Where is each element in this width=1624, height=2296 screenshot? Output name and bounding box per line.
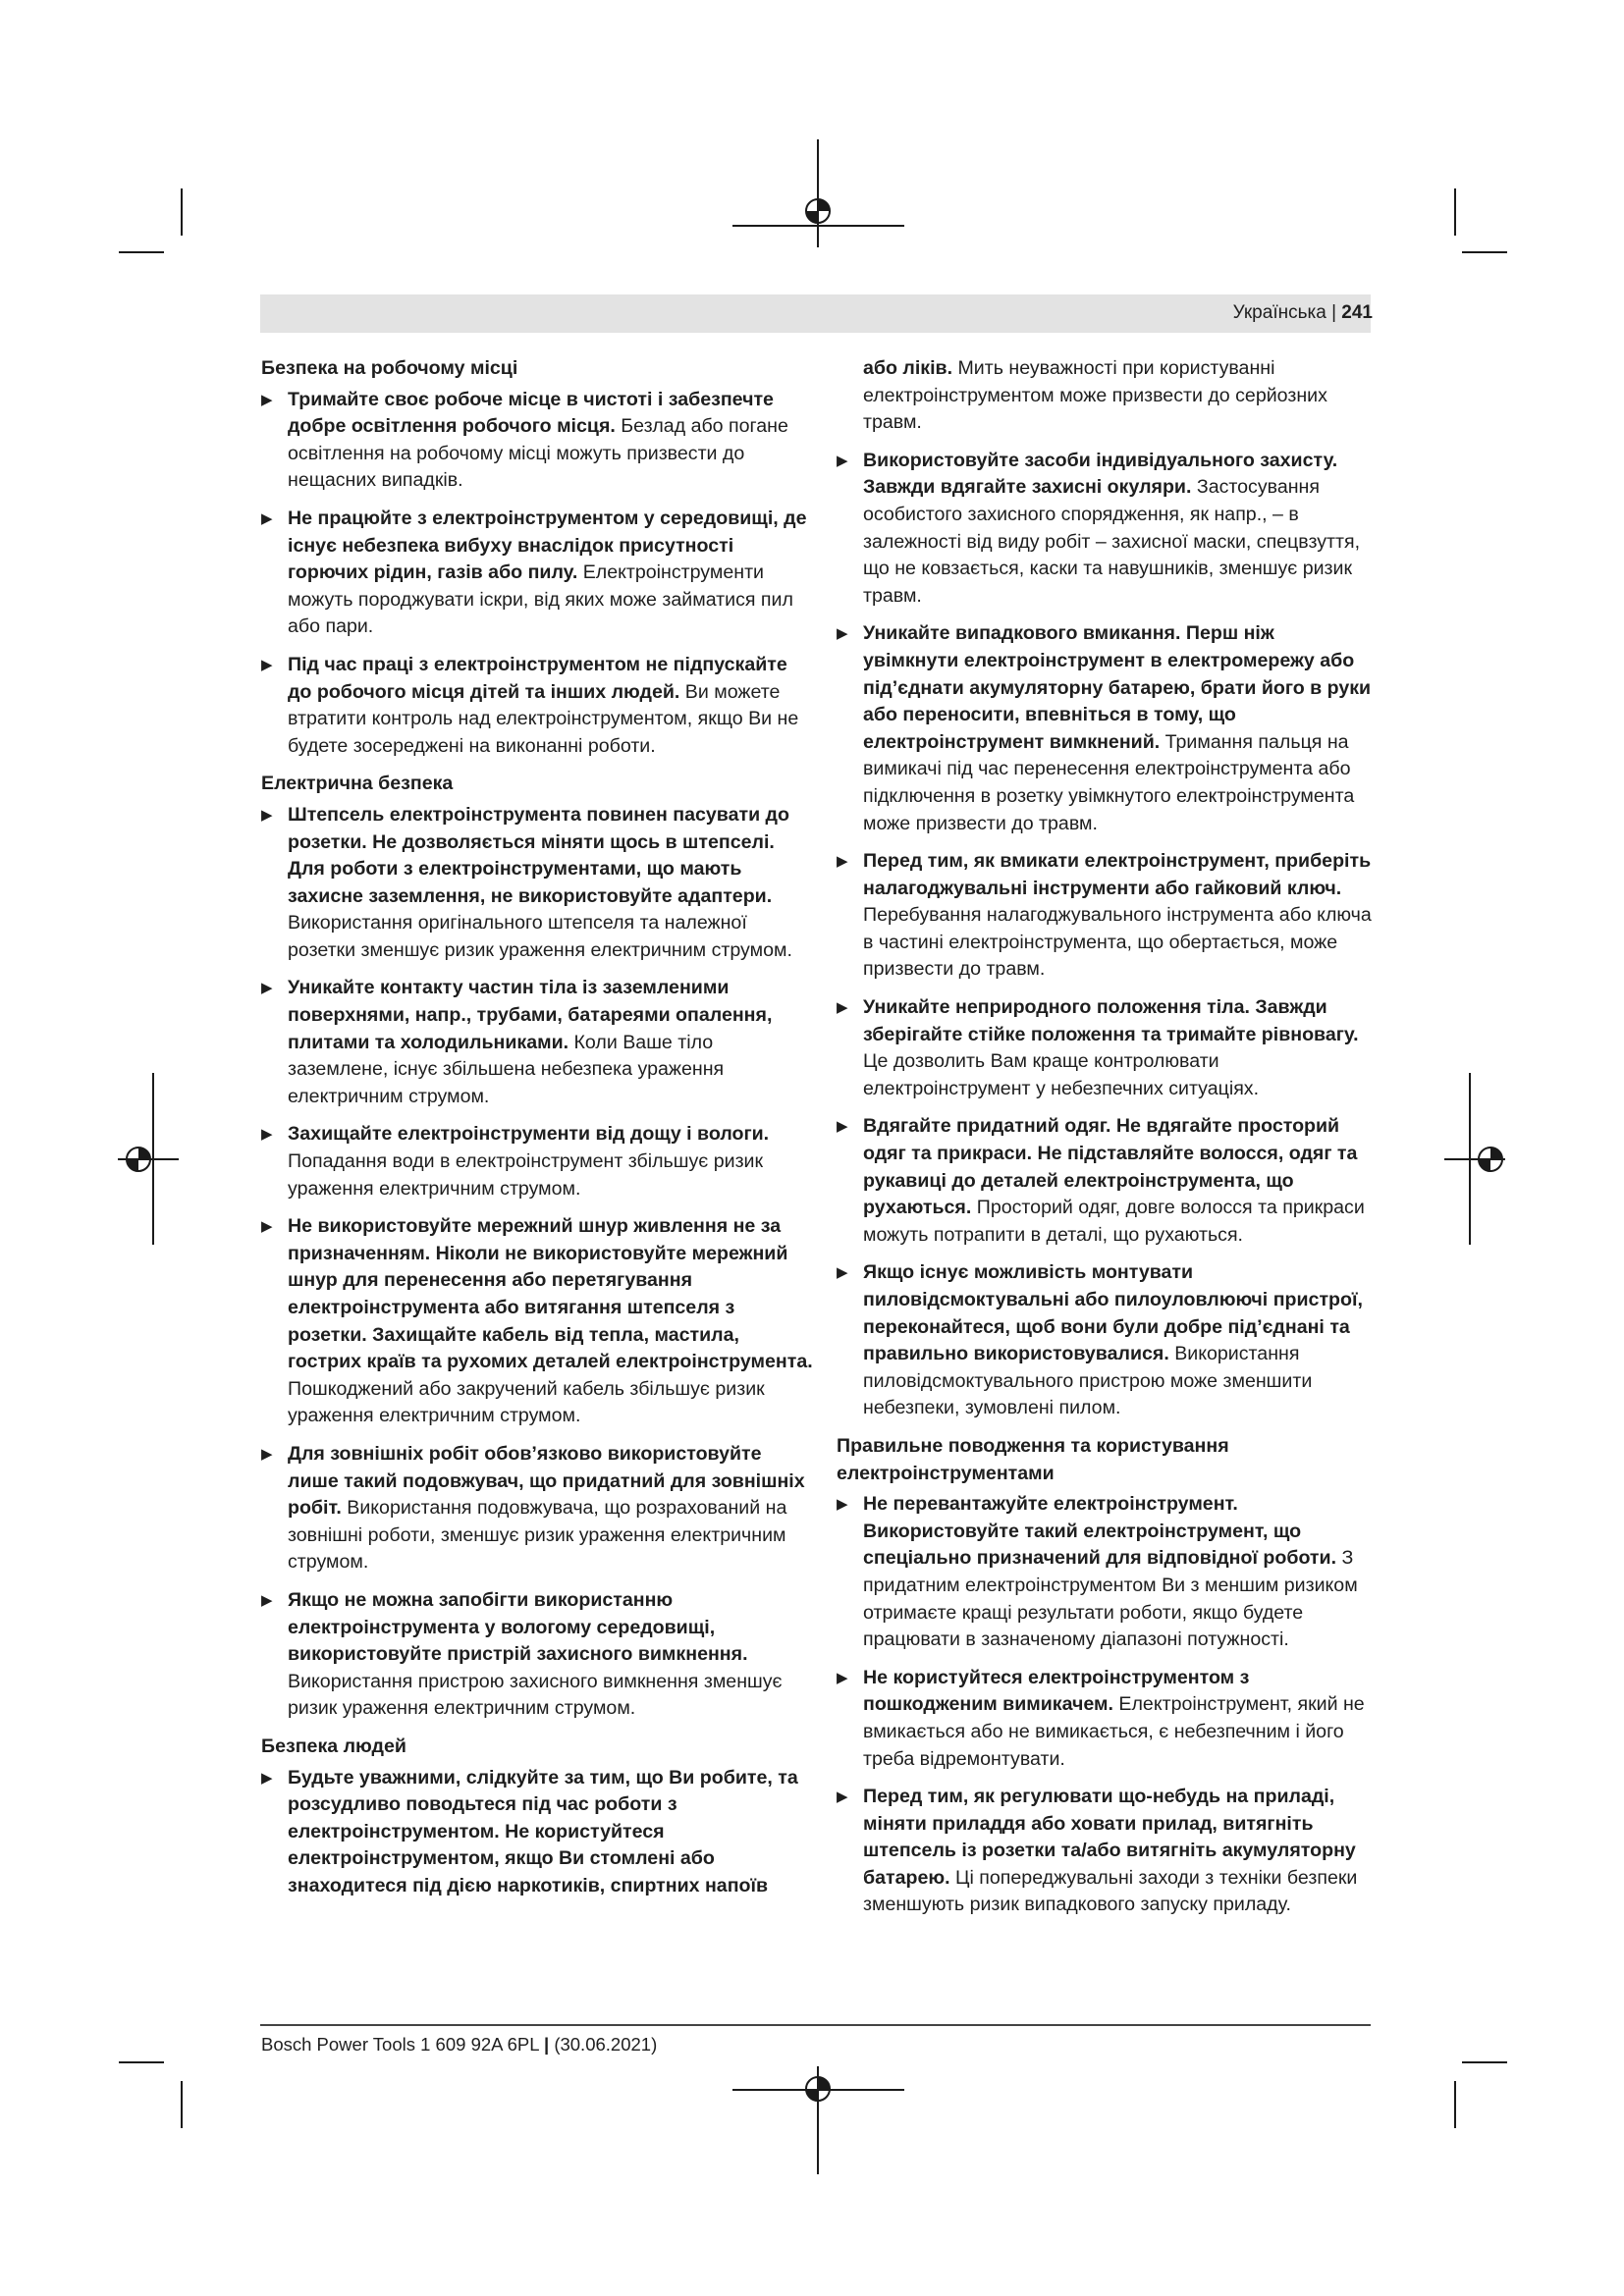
list-item: ▶ Штепсель електроінструмента повинен пасувати до розетки. Не дозволяється міняти щось в штепселі. Для роботи з електроінструментами, що мають захисне заземлення, не використовуйте адаптери. Використання оригінального штепселя та належної розетки зменшує ризик ураження електричним струмом. <box>261 803 792 961</box>
section-title-workplace: Безпека на робочому місці <box>261 357 518 379</box>
section-title-tool-use: Правильне поводження та користування електроінструментами <box>837 1434 1229 1484</box>
bullet-arrow-icon: ▶ <box>261 1445 273 1463</box>
list-item: ▶ Уникайте випадкового вмикання. Перш ніж увімкнути електроінструмент в електромережу або під’єднати акумуляторну батарею, брати його в руки або переносити, впевніться в тому, що електроінструмент вимкнений. Тримання пальця на вимикачі під час перенесення електроінструмента або підключення в розетку увімкнутого електроінструмента може призвести до травм. <box>837 622 1372 834</box>
bullet-arrow-icon: ▶ <box>837 853 848 871</box>
bullet-arrow-icon: ▶ <box>261 391 273 408</box>
bullet-arrow-icon: ▶ <box>261 509 273 527</box>
bullet-arrow-icon: ▶ <box>261 656 273 673</box>
list-item: ▶ Уникайте неприродного положення тіла. Завжди зберігайте стійке положення та тримайте рівновагу. Це дозволить Вам краще контролювати електроінструмент у небезпечних ситуаціях. <box>837 996 1359 1099</box>
section-title-personal: Безпека людей <box>261 1735 406 1757</box>
bullet-arrow-icon: ▶ <box>261 1769 273 1787</box>
list-item: ▶ Не перевантажуйте електроінструмент. Використовуйте такий електроінструмент, що спеціально призначений для відповідної роботи. З придатним електроінструментом Ви з меншим ризиком отримаєте кращі результати роботи, якщо будете працювати в зазначеному діапазоні потужності. <box>837 1493 1358 1651</box>
list-item: ▶ Якщо існує можливість монтувати пиловідсмоктувальні або пилоуловлюючі пристрої, переконайтеся, щоб вони були добре під’єднані та правильно використовувалися. Використання пиловідсмоктувального пристрою може зменшити небезпеки, зумовлені пилом. <box>837 1261 1363 1419</box>
crosshair-icon <box>803 2074 833 2104</box>
list-item: ▶ Тримайте своє робоче місце в чистоті і забезпечте добре освітлення робочого місця. Безлад або погане освітлення на робочому місці можуть призвести до нещасних випадків. <box>261 388 788 492</box>
bullet-arrow-icon: ▶ <box>261 1591 273 1609</box>
crosshair-icon <box>1476 1145 1505 1174</box>
list-item: ▶ Уникайте контакту частин тіла із заземленими поверхнями, напр., трубами, батареями опалення, плитами та холодильниками. Коли Ваше тіло заземлене, існує збільшена небезпека ураження електричним струмом. <box>261 977 773 1107</box>
footer-separator: | <box>543 2034 550 2055</box>
list-item: ▶ Не використовуйте мережний шнур живлення не за призначенням. Ніколи не використовуйте мережний шнур для перенесення або перетягування електроінструмента або витягання штепселя з розетки. Захищайте кабель від тепла, мастила, гострих країв та рухомих деталей електроінструмента. Пошкоджений або закручений кабель збільшує ризик ураження електричним струмом. <box>261 1215 813 1427</box>
bullet-arrow-icon: ▶ <box>837 999 848 1017</box>
bullet-arrow-icon: ▶ <box>261 1126 273 1144</box>
list-item: ▶ Вдягайте придатний одяг. Не вдягайте просторий одяг та прикраси. Не підставляйте волосся, одяг та рукавиці до деталей електроінструмента, що рухаються. Просторий одяг, довге волосся та прикраси можуть потрапити в деталі, що рухаються. <box>837 1115 1365 1246</box>
list-item: ▶ Захищайте електроінструменти від дощу і вологи. Попадання води в електроінструмент збільшує ризик ураження електричним струмом. <box>261 1123 770 1200</box>
footer-date: (30.06.2021) <box>554 2034 658 2055</box>
bullet-arrow-icon: ▶ <box>837 1669 848 1686</box>
bullet-arrow-icon: ▶ <box>837 1496 848 1514</box>
crosshair-icon <box>803 196 833 226</box>
list-item: ▶ Використовуйте засоби індивідуального захисту. Завжди вдягайте захисні окуляри. Застосування особистого захисного спорядження, як напр., – в залежності від виду робіт – захисної маски, спецвзуття, що не ковзається, каски та навушників, зменшує ризик травм. <box>837 449 1361 607</box>
bullet-arrow-icon: ▶ <box>837 625 848 643</box>
bullet-arrow-icon: ▶ <box>837 1264 848 1282</box>
list-item: ▶ Не користуйтеся електроінструментом з пошкодженим вимикачем. Електроінструмент, який не вмикається або не вимикається, є небезпечним і його треба відремонтувати. <box>837 1666 1365 1770</box>
header-language: Українська <box>1232 302 1326 323</box>
right-column <box>837 355 1375 1930</box>
bullet-arrow-icon: ▶ <box>837 452 848 469</box>
bullet-arrow-icon: ▶ <box>837 1118 848 1136</box>
list-item: ▶ Перед тим, як вмикати електроінструмент, приберіть налагоджувальні інструменти або гайковий ключ. Перебування налагоджувального інструмента або ключа в частині електроінструмента, що обертається, може призвести до травм. <box>837 850 1372 981</box>
list-item: ▶ Під час праці з електроінструментом не підпускайте до робочого місця дітей та інших людей. Ви можете втратити контроль над електроінструментом, якщо Ви не будете зосереджені на виконанні роботи. <box>261 653 799 757</box>
header-separator: | <box>1331 302 1337 323</box>
bullet-arrow-icon: ▶ <box>837 1789 848 1806</box>
page-number: 241 <box>1341 302 1373 323</box>
crosshair-icon <box>124 1145 153 1174</box>
list-item: ▶ Якщо не можна запобігти використанню електроінструмента у вологому середовищі, використовуйте пристрій захисного вимкнення. Використання пристрою захисного вимкнення зменшує ризик ураження електричним струмом. <box>261 1588 783 1720</box>
list-item: ▶ Перед тим, як регулювати що-небудь на приладі, міняти приладдя або ховати прилад, витягніть штепсель із розетки та/або витягніть акумуляторну батарею. Ці попереджувальні заходи з техніки безпеки зменшують ризик випадкового запуску приладу. <box>837 1786 1358 1916</box>
footer-brand-code: Bosch Power Tools 1 609 92A 6PL <box>261 2034 539 2055</box>
page-header-band <box>260 294 1371 333</box>
page-footer <box>261 2033 657 2056</box>
list-item: ▶ Для зовнішніх робіт обов’язково використовуйте лише такий подовжувач, що придатний для зовнішніх робіт. Використання подовжувача, що розрахований на зовнішні роботи, зменшує ризик ураження електричним струмом. <box>261 1442 805 1574</box>
page-header <box>1233 300 1373 326</box>
footer-rule <box>260 2024 1371 2026</box>
bullet-arrow-icon: ▶ <box>261 1218 273 1236</box>
list-item-continuation: або ліків. Мить неуважності при користуванні електроінструментом може призвести до серйозних травм. <box>863 357 1327 434</box>
bullet-arrow-icon: ▶ <box>261 806 273 824</box>
left-column <box>261 355 815 1910</box>
bullet-arrow-icon: ▶ <box>261 980 273 997</box>
section-title-electrical: Електрична безпека <box>261 773 454 795</box>
list-item: ▶ Не працюйте з електроінструментом у середовищі, де існує небезпека вибуху внаслідок присутності горючих рідин, газів або пилу. Електроінструменти можуть породжувати іскри, від яких може займатися пил або пари. <box>261 507 807 638</box>
list-item: ▶ Будьте уважними, слідкуйте за тим, що Ви робите, та розсудливо поводьтеся під час роботи з електроінструментом. Не користуйтеся електроінструментом, якщо Ви стомлені або знаходитеся під дією наркотиків, спиртних напоїв <box>261 1766 798 1896</box>
